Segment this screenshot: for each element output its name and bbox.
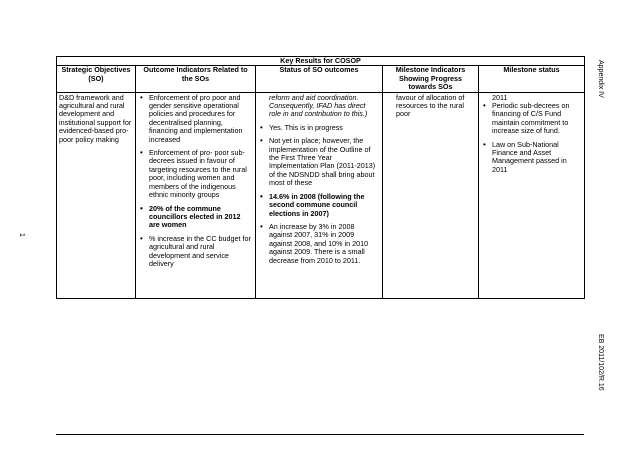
status-item: • Not yet in place; however, the implementation of the Outline of the First Three Year Implementation Plan (2011-2013) of the NDSNDD shall bring about most of these xyxy=(259,137,379,187)
header-status-of-so-outcomes: Status of SO outcomes xyxy=(256,66,383,92)
outcome-item: • Enforcement of pro- poor sub-decrees issued in favour of targeting resources to the rural poor, including women and members of the indigenous ethnic minority groups xyxy=(139,149,252,199)
cell-outcome-indicators xyxy=(136,92,256,298)
cell-strategic-objective: D&D framework and agricultural and rural development and institutional support for evidenced-based pro-poor policy making xyxy=(57,92,136,298)
header-milestone-indicators: Milestone Indicators Showing Progress towards SOs xyxy=(383,66,479,92)
outcome-item: • Enforcement of pro poor and gender sensitive operational policies and procedures for decentralised planning, financing and implementation increased xyxy=(139,94,252,144)
document-reference: EB 2011/102/R.16 xyxy=(597,334,604,391)
page-number: 1 xyxy=(18,233,25,237)
status-item: • An increase by 3% in 2008 against 2007, 31% in 2009 against 2008, and 10% in 2010 against 2009. There is a small decrease from 2010 to 2011. xyxy=(259,223,379,265)
cell-milestone-indicators xyxy=(383,92,479,298)
milestone-status-lead: 2011 xyxy=(492,92,508,102)
header-outcome-indicators: Outcome Indicators Related to the SOs xyxy=(136,66,256,92)
milestone-status-item: • Law on Sub-National Finance and Asset Management passed in 2011 xyxy=(482,141,581,175)
bottom-rule xyxy=(56,434,584,435)
milestone-status-item: • Periodic sub-decrees on financing of C/S Fund maintain commitment to increase size of fund. xyxy=(482,102,581,136)
cell-milestone-status xyxy=(479,92,585,298)
key-results-table xyxy=(56,56,585,299)
outcome-item: • % increase in the CC budget for agricultural and rural development and service delivery xyxy=(139,235,252,269)
status-item: • Yes. This is in progress xyxy=(259,124,379,132)
header-strategic-objectives: Strategic Objectives (SO) xyxy=(57,66,136,92)
outcome-item: • 20% of the commune councillors elected in 2012 are women xyxy=(139,205,252,230)
milestone-indicator-text: favour of allocation of resources to the rural poor xyxy=(396,92,465,119)
header-milestone-status: Milestone status xyxy=(479,66,585,92)
status-item: • 14.6% in 2008 (following the second commune council elections in 2007) xyxy=(259,193,379,218)
table-title: Key Results for COSOP xyxy=(57,57,585,66)
appendix-label: Appendix IV xyxy=(597,60,604,98)
status-continued-text: reform and aid coordination. Consequently, IFAD has direct role in and contribution to this.) xyxy=(269,92,368,119)
cell-status-of-outcomes xyxy=(256,92,383,298)
